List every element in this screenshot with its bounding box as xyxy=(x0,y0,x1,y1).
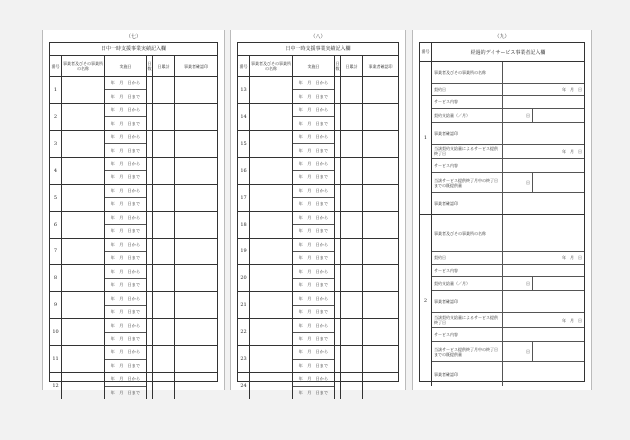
date-cell xyxy=(293,265,335,291)
date-cell xyxy=(105,158,147,184)
table-row xyxy=(238,131,398,158)
confirm-stamp-cell[interactable] xyxy=(363,77,398,103)
provider-name-cell[interactable] xyxy=(62,185,105,211)
header-number: 番号 xyxy=(50,56,62,76)
row-number: 16 xyxy=(238,158,250,184)
table-title: 日中一時支援事業実績記入欄 xyxy=(50,43,217,56)
confirm2-label: 事業者確認印 xyxy=(434,201,458,207)
date-to[interactable]: 年 月 日まで xyxy=(105,278,146,291)
form-page-9 xyxy=(412,30,592,390)
row-number: 2 xyxy=(50,104,62,130)
header-number: 番号 xyxy=(420,43,432,61)
table-row xyxy=(238,239,398,266)
date-from[interactable]: 年 月 日から xyxy=(298,349,329,355)
total-cell[interactable] xyxy=(341,158,363,184)
table-row xyxy=(50,77,217,104)
contract-amount-value[interactable]: 日 xyxy=(502,109,532,122)
provider-name-cell[interactable] xyxy=(62,212,105,238)
total-cell[interactable] xyxy=(153,319,175,345)
end-date-value[interactable]: 年 月 日 xyxy=(502,145,584,158)
row-number: 7 xyxy=(50,239,62,265)
total-cell[interactable] xyxy=(341,185,363,211)
date-from[interactable]: 年 月 日から xyxy=(110,295,141,301)
date-cell xyxy=(105,212,147,238)
table-title: 経過的デイサービス事業者記入欄 xyxy=(470,49,546,56)
header-number: 番号 xyxy=(238,56,250,76)
date-cell xyxy=(105,373,147,399)
row-number: 20 xyxy=(238,265,250,291)
row-number: 13 xyxy=(238,77,250,103)
provider-name-cell[interactable] xyxy=(250,77,293,103)
table-row xyxy=(50,346,217,373)
confirm-stamp-cell[interactable] xyxy=(363,373,398,399)
day-service-table xyxy=(419,42,585,382)
table-header xyxy=(50,56,217,77)
date-from[interactable]: 年 月 日から xyxy=(298,134,329,140)
date-cell xyxy=(105,265,147,291)
row-number: 21 xyxy=(238,292,250,318)
service-value[interactable] xyxy=(502,265,584,276)
date-to[interactable]: 年 月 日まで xyxy=(105,386,146,399)
provider-name-cell[interactable] xyxy=(62,265,105,291)
total-cell[interactable] xyxy=(341,104,363,130)
date-to[interactable]: 年 月 日まで xyxy=(105,251,146,264)
table-row xyxy=(238,373,398,399)
date-to[interactable]: 年 月 日まで xyxy=(105,197,146,210)
total-cell[interactable] xyxy=(153,158,175,184)
total-cell[interactable] xyxy=(153,185,175,211)
confirm-stamp-cell[interactable] xyxy=(363,239,398,265)
form-page-7 xyxy=(42,30,225,395)
date-from[interactable]: 年 月 日から xyxy=(110,214,141,220)
row-number: 9 xyxy=(50,292,62,318)
table-body xyxy=(420,62,584,386)
date-cell xyxy=(293,373,335,399)
service2-label: サービス内容 xyxy=(434,163,458,169)
table-row xyxy=(238,319,398,346)
confirm-stamp-cell[interactable] xyxy=(175,131,217,157)
row-number: 18 xyxy=(238,212,250,238)
date-from[interactable]: 年 月 日から xyxy=(298,80,329,86)
date-cell xyxy=(105,239,147,265)
date-from[interactable]: 年 月 日から xyxy=(298,241,329,247)
date-to[interactable]: 年 月 日まで xyxy=(293,251,334,264)
table-row xyxy=(50,212,217,239)
provider-label: 事業者及びその事業所の名称 xyxy=(434,230,486,236)
confirm-stamp-cell[interactable] xyxy=(175,185,217,211)
contract-date-value[interactable]: 年 月 日 xyxy=(502,252,584,263)
contract-date-label: 契約日 xyxy=(434,255,446,261)
confirm-stamp-cell[interactable] xyxy=(175,265,217,291)
row-number: 11 xyxy=(50,346,62,372)
table-row xyxy=(50,239,217,266)
confirm-stamp-cell[interactable] xyxy=(502,123,584,144)
table-row xyxy=(238,158,398,185)
date-cell xyxy=(293,131,335,157)
service-label: サービス内容 xyxy=(434,267,458,273)
provider-name-cell[interactable] xyxy=(62,239,105,265)
header-total: 日累計 xyxy=(153,56,175,76)
date-cell xyxy=(105,319,147,345)
date-from[interactable]: 年 月 日から xyxy=(298,295,329,301)
date-to[interactable]: 年 月 日まで xyxy=(293,89,334,102)
total-cell[interactable] xyxy=(341,346,363,372)
date-from[interactable]: 年 月 日から xyxy=(110,241,141,247)
date-cell xyxy=(293,104,335,130)
page-number: （八） xyxy=(310,34,326,40)
provider-name-cell[interactable] xyxy=(250,346,293,372)
row-number: 10 xyxy=(50,319,62,345)
date-to[interactable]: 年 月 日まで xyxy=(293,224,334,237)
page-number: （七） xyxy=(125,34,141,40)
date-to[interactable]: 年 月 日まで xyxy=(293,305,334,318)
date-cell xyxy=(293,212,335,238)
contract-amount-label: 契約支給量（／月） xyxy=(434,112,470,118)
date-from[interactable]: 年 月 日から xyxy=(298,214,329,220)
table-row xyxy=(238,265,398,292)
date-cell xyxy=(105,292,147,318)
confirm-stamp-cell[interactable] xyxy=(363,212,398,238)
blank-cell xyxy=(532,342,584,361)
contract-amount-label: 契約支給量（／月） xyxy=(434,281,470,287)
date-to[interactable]: 年 月 日まで xyxy=(293,116,334,129)
confirm-label: 事業者確認印 xyxy=(434,299,458,305)
date-to[interactable]: 年 月 日まで xyxy=(293,386,334,399)
date-from[interactable]: 年 月 日から xyxy=(298,161,329,166)
total-cell[interactable] xyxy=(341,319,363,345)
date-to[interactable]: 年 月 日まで xyxy=(293,170,334,183)
end-date-label: 当該契約支給量によるサービス提供終了日 xyxy=(434,315,498,326)
date-cell xyxy=(293,158,335,184)
confirm-stamp-cell[interactable] xyxy=(175,373,217,399)
confirm-stamp-cell[interactable] xyxy=(175,346,217,372)
confirm2-label: 事業者確認印 xyxy=(434,371,458,377)
row-number: 8 xyxy=(50,265,62,291)
table-row xyxy=(50,292,217,319)
row-number: 17 xyxy=(238,185,250,211)
end-date-label: 当該契約支給量によるサービス提供終了日 xyxy=(434,146,498,157)
provider-name-cell[interactable] xyxy=(250,158,293,184)
confirm-stamp-cell[interactable] xyxy=(175,212,217,238)
date-cell xyxy=(293,292,335,318)
table-title: 日中一時支援事業実績記入欄 xyxy=(238,43,398,56)
row-number: 22 xyxy=(238,319,250,345)
confirm-stamp-cell[interactable] xyxy=(175,292,217,318)
date-cell xyxy=(105,104,147,130)
table-row xyxy=(50,158,217,185)
total-cell[interactable] xyxy=(153,212,175,238)
provider-value[interactable] xyxy=(502,62,584,83)
confirm2-stamp-cell[interactable] xyxy=(502,193,584,214)
provider-label: 事業者及びその事業所の名称 xyxy=(434,69,486,75)
date-to[interactable]: 年 月 日まで xyxy=(105,332,146,345)
confirm2-stamp-cell[interactable] xyxy=(502,362,584,386)
provider-name-cell[interactable] xyxy=(62,158,105,184)
row-number: 24 xyxy=(238,373,250,399)
remaining-value[interactable]: 日 xyxy=(502,342,532,361)
confirm-stamp-cell[interactable] xyxy=(175,77,217,103)
row-number: 5 xyxy=(50,185,62,211)
provider-name-cell[interactable] xyxy=(250,319,293,345)
remaining-label: 当該サービス提供終了月中の終了日までの既提供量 xyxy=(434,177,498,188)
date-from[interactable]: 年 月 日から xyxy=(110,187,141,193)
table-row xyxy=(238,104,398,131)
end-date-value[interactable]: 年 月 日 xyxy=(502,313,584,326)
date-cell xyxy=(105,346,147,372)
date-to[interactable]: 年 月 日まで xyxy=(293,143,334,156)
service2-value[interactable] xyxy=(502,328,584,341)
row-number: 12 xyxy=(50,373,62,399)
row-number: 6 xyxy=(50,212,62,238)
block-number: 1 xyxy=(420,62,432,214)
confirm-stamp-cell[interactable] xyxy=(363,265,398,291)
provider-name-cell[interactable] xyxy=(62,77,105,103)
remaining-value[interactable]: 日 xyxy=(502,173,532,192)
confirm-stamp-cell[interactable] xyxy=(363,185,398,211)
service2-value[interactable] xyxy=(502,159,584,172)
confirm-stamp-cell[interactable] xyxy=(175,239,217,265)
date-from[interactable]: 年 月 日から xyxy=(298,107,329,113)
table-row xyxy=(50,319,217,346)
confirm-stamp-cell[interactable] xyxy=(363,158,398,184)
confirm-stamp-cell[interactable] xyxy=(363,319,398,345)
row-number: 19 xyxy=(238,239,250,265)
date-from[interactable]: 年 月 日から xyxy=(110,161,141,166)
date-to[interactable]: 年 月 日まで xyxy=(293,197,334,210)
confirm-label: 事業者確認印 xyxy=(434,130,458,136)
form-page-8 xyxy=(230,30,406,395)
total-cell[interactable] xyxy=(153,77,175,103)
total-cell[interactable] xyxy=(153,292,175,318)
table-header xyxy=(238,56,398,77)
record-table xyxy=(49,42,218,395)
date-cell xyxy=(293,239,335,265)
header-date: 実施日 xyxy=(293,56,335,76)
total-cell[interactable] xyxy=(153,265,175,291)
confirm-stamp-cell[interactable] xyxy=(363,131,398,157)
block-number: 2 xyxy=(420,215,432,386)
date-cell xyxy=(293,346,335,372)
table-row xyxy=(238,212,398,239)
table-row xyxy=(238,292,398,319)
date-cell xyxy=(105,131,147,157)
total-cell[interactable] xyxy=(341,77,363,103)
total-cell[interactable] xyxy=(341,212,363,238)
date-cell xyxy=(105,77,147,103)
date-to[interactable]: 年 月 日まで xyxy=(293,278,334,291)
blank-cell xyxy=(532,173,584,192)
date-from[interactable]: 年 月 日から xyxy=(110,80,141,86)
table-row xyxy=(50,131,217,158)
date-cell xyxy=(293,319,335,345)
provider-name-cell[interactable] xyxy=(250,212,293,238)
total-cell[interactable] xyxy=(341,373,363,399)
provider-name-cell[interactable] xyxy=(250,292,293,318)
total-cell[interactable] xyxy=(341,265,363,291)
confirm-stamp-cell[interactable] xyxy=(363,346,398,372)
provider-name-cell[interactable] xyxy=(62,346,105,372)
date-to[interactable]: 年 月 日まで xyxy=(105,143,146,156)
total-cell[interactable] xyxy=(341,292,363,318)
provider-name-cell[interactable] xyxy=(250,265,293,291)
header-confirm: 事業者確認印 xyxy=(184,63,208,69)
record-table xyxy=(237,42,399,395)
date-to[interactable]: 年 月 日まで xyxy=(293,332,334,345)
date-cell xyxy=(293,77,335,103)
row-number: 23 xyxy=(238,346,250,372)
date-to[interactable]: 年 月 日まで xyxy=(105,116,146,129)
service-value[interactable] xyxy=(502,96,584,107)
table-row xyxy=(238,346,398,373)
total-cell[interactable] xyxy=(341,131,363,157)
date-cell xyxy=(105,185,147,211)
date-from[interactable]: 年 月 日から xyxy=(110,322,141,328)
page-number: （九） xyxy=(494,34,510,40)
table-row xyxy=(238,77,398,104)
confirm-stamp-cell[interactable] xyxy=(175,158,217,184)
table-row xyxy=(50,265,217,292)
date-cell xyxy=(293,185,335,211)
confirm-stamp-cell[interactable] xyxy=(363,292,398,318)
date-from[interactable]: 年 月 日から xyxy=(110,268,141,274)
total-cell[interactable] xyxy=(153,131,175,157)
total-cell[interactable] xyxy=(153,104,175,130)
header-confirm: 事業者確認印 xyxy=(368,63,393,69)
total-cell[interactable] xyxy=(153,239,175,265)
date-from[interactable]: 年 月 日から xyxy=(110,376,141,382)
row-number: 14 xyxy=(238,104,250,130)
provider-name-cell[interactable] xyxy=(250,239,293,265)
blank-cell xyxy=(532,109,584,122)
confirm-stamp-cell[interactable] xyxy=(175,319,217,345)
date-to[interactable]: 年 月 日まで xyxy=(105,224,146,237)
date-from[interactable]: 年 月 日から xyxy=(110,134,141,140)
date-from[interactable]: 年 月 日から xyxy=(298,268,329,274)
row-number: 15 xyxy=(238,131,250,157)
blank-cell xyxy=(532,277,584,290)
row-number: 1 xyxy=(50,77,62,103)
contract-date-value[interactable]: 年 月 日 xyxy=(502,84,584,95)
block-fields xyxy=(432,62,584,214)
date-from[interactable]: 年 月 日から xyxy=(110,107,141,113)
table-row xyxy=(50,373,217,399)
remaining-label: 当該サービス提供終了月中の終了日までの既提供量 xyxy=(434,346,498,357)
table-row xyxy=(238,185,398,212)
date-from[interactable]: 年 月 日から xyxy=(298,322,329,328)
service2-label: サービス内容 xyxy=(434,331,458,337)
block-fields xyxy=(432,215,584,386)
confirm-stamp-cell[interactable] xyxy=(175,104,217,130)
contract-amount-value[interactable]: 日 xyxy=(502,277,532,290)
total-cell[interactable] xyxy=(341,239,363,265)
provider-name-cell[interactable] xyxy=(250,131,293,157)
provider-name-cell[interactable] xyxy=(62,319,105,345)
provider-value[interactable] xyxy=(502,215,584,251)
provider-block xyxy=(420,62,584,215)
table-row xyxy=(50,185,217,212)
table-header xyxy=(420,43,584,62)
total-cell[interactable] xyxy=(153,373,175,399)
header-provider-name: 事業者及びその事業所の名称 xyxy=(62,56,105,76)
contract-date-label: 契約日 xyxy=(434,87,446,93)
date-from[interactable]: 年 月 日から xyxy=(298,376,329,382)
date-to[interactable]: 年 月 日まで xyxy=(105,359,146,372)
date-to[interactable]: 年 月 日まで xyxy=(105,305,146,318)
provider-name-cell[interactable] xyxy=(250,104,293,130)
header-provider-name: 事業者及びその事業所の名称 xyxy=(250,56,293,76)
confirm-stamp-cell[interactable] xyxy=(363,104,398,130)
provider-name-cell[interactable] xyxy=(62,131,105,157)
confirm-stamp-cell[interactable] xyxy=(502,291,584,312)
provider-name-cell[interactable] xyxy=(250,373,293,399)
date-to[interactable]: 年 月 日まで xyxy=(293,359,334,372)
service-label: サービス内容 xyxy=(434,99,458,105)
total-cell[interactable] xyxy=(153,346,175,372)
table-body xyxy=(238,77,398,399)
date-from[interactable]: 年 月 日から xyxy=(298,187,329,193)
header-total: 日累計 xyxy=(341,56,363,76)
date-from[interactable]: 年 月 日から xyxy=(110,349,141,355)
header-days: 日数 xyxy=(147,56,153,76)
date-to[interactable]: 年 月 日まで xyxy=(105,170,146,183)
table-body xyxy=(50,77,217,399)
date-to[interactable]: 年 月 日まで xyxy=(105,89,146,102)
provider-name-cell[interactable] xyxy=(62,373,105,399)
table-row xyxy=(50,104,217,131)
provider-name-cell[interactable] xyxy=(62,104,105,130)
header-date: 実施日 xyxy=(105,56,147,76)
header-days: 日数 xyxy=(335,56,341,76)
provider-block xyxy=(420,215,584,386)
row-number: 4 xyxy=(50,158,62,184)
row-number: 3 xyxy=(50,131,62,157)
provider-name-cell[interactable] xyxy=(250,185,293,211)
provider-name-cell[interactable] xyxy=(62,292,105,318)
